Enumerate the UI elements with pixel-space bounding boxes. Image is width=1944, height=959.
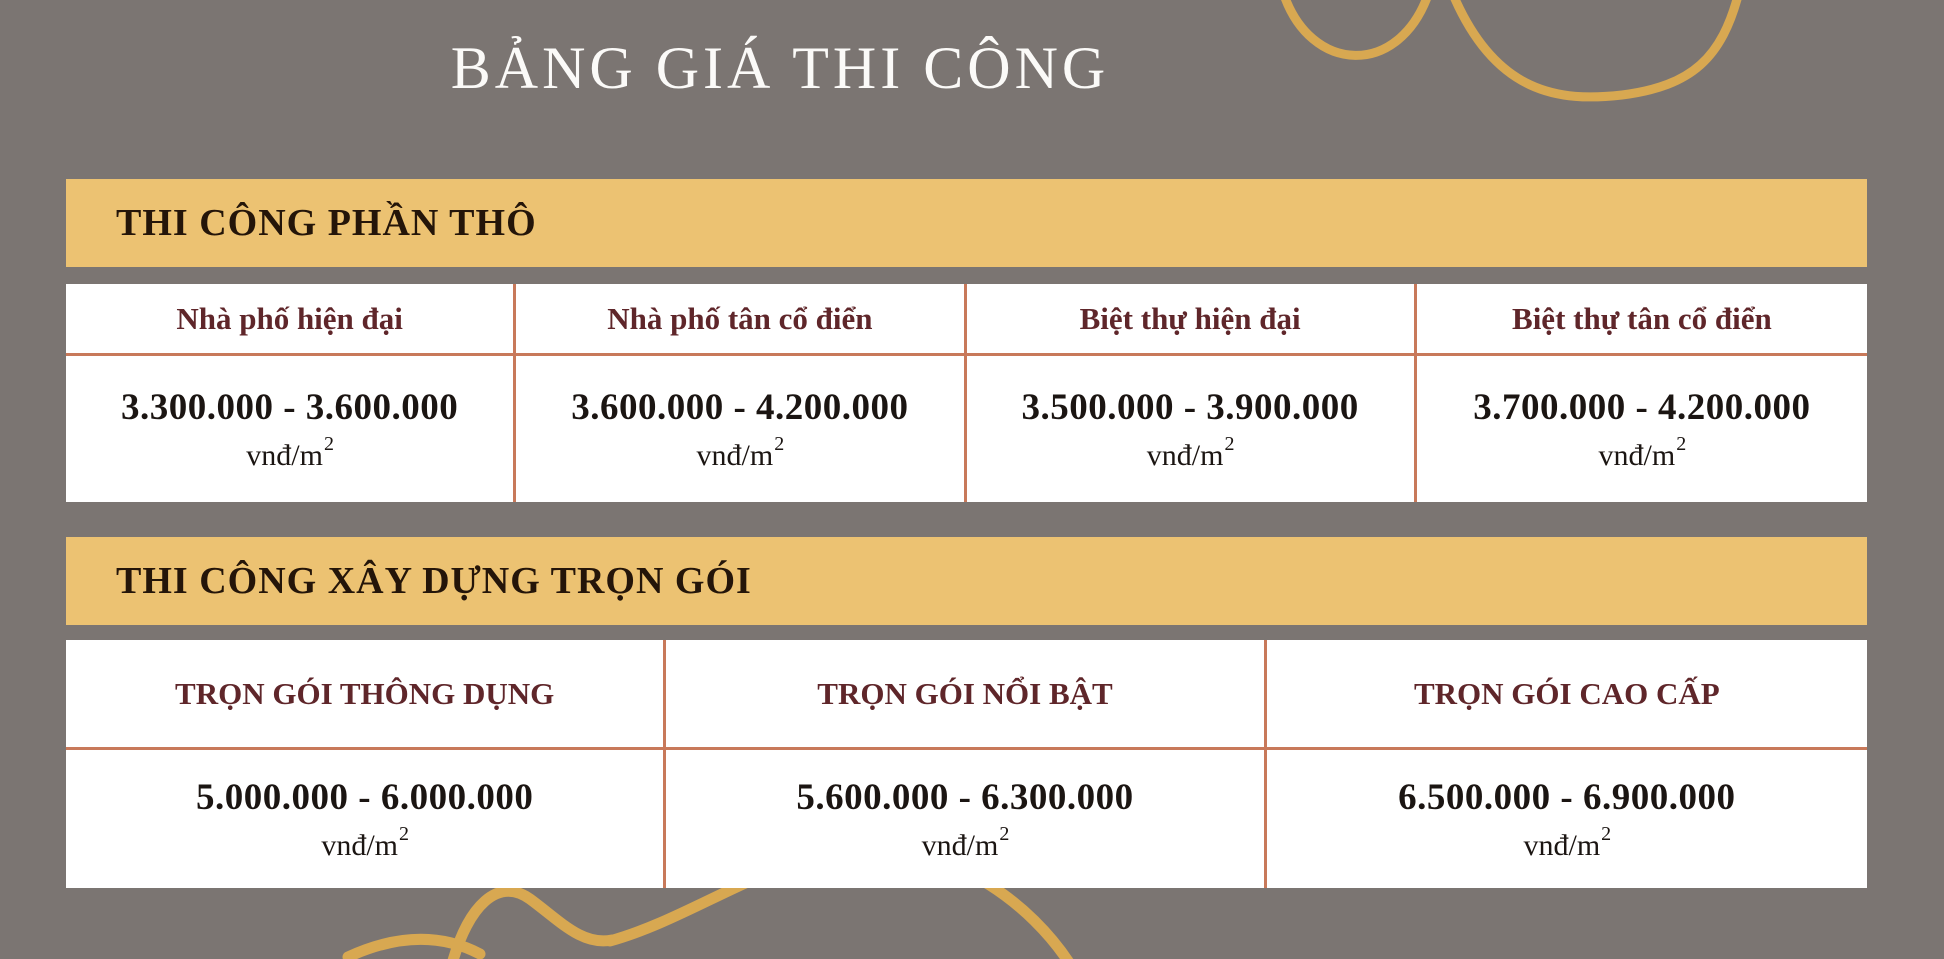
price-range: 3.300.000 - 3.600.000 [120,386,459,428]
section-band-rough-construction [66,179,1867,267]
price-unit: vnđ/$m^2$ [696,432,785,472]
price-cell [516,356,966,502]
rough-construction-table [66,284,1867,502]
header-cell: Biệt thự tân cổ điển [1417,284,1867,356]
header-cell: TRỌN GÓI THÔNG DỤNG [66,640,666,750]
price-cell [666,750,1266,888]
price-unit: vnđ/$m^2$ [1598,432,1687,472]
price-range: 5.000.000 - 6.000.000 [196,776,534,818]
price-range: 6.500.000 - 6.900.000 [1398,776,1736,818]
price-range: 3.700.000 - 4.200.000 [1473,386,1811,428]
header-cell: TRỌN GÓI CAO CẤP [1267,640,1867,750]
header-cell: TRỌN GÓI NỔI BẬT [666,640,1266,750]
price-range: 3.600.000 - 4.200.000 [571,386,909,428]
header-cell: Nhà phố hiện đại [66,284,516,356]
price-range: 5.600.000 - 6.300.000 [796,776,1134,818]
section-band-full-package [66,537,1867,625]
price-range: 3.500.000 - 3.900.000 [1021,386,1359,428]
page-title: BẢNG GIÁ THI CÔNG [450,35,1110,101]
section-title: THI CÔNG XÂY DỰNG TRỌN GÓI [116,560,752,602]
price-cell [1267,750,1867,888]
price-cell [66,356,516,502]
price-unit: vnđ/$m^2$ [246,432,334,472]
section-title: THI CÔNG PHẦN THÔ [116,202,537,244]
price-unit: vnđ/$m^2$ [1146,432,1235,472]
header-cell: Nhà phố tân cổ điển [516,284,966,356]
price-unit: vnđ/$m^2$ [1523,822,1612,862]
full-package-table [66,640,1867,888]
price-cell [967,356,1417,502]
price-cell [1417,356,1867,502]
price-unit: vnđ/$m^2$ [321,822,409,862]
price-unit: vnđ/$m^2$ [921,822,1010,862]
price-cell [66,750,666,888]
header-cell: Biệt thự hiện đại [967,284,1417,356]
